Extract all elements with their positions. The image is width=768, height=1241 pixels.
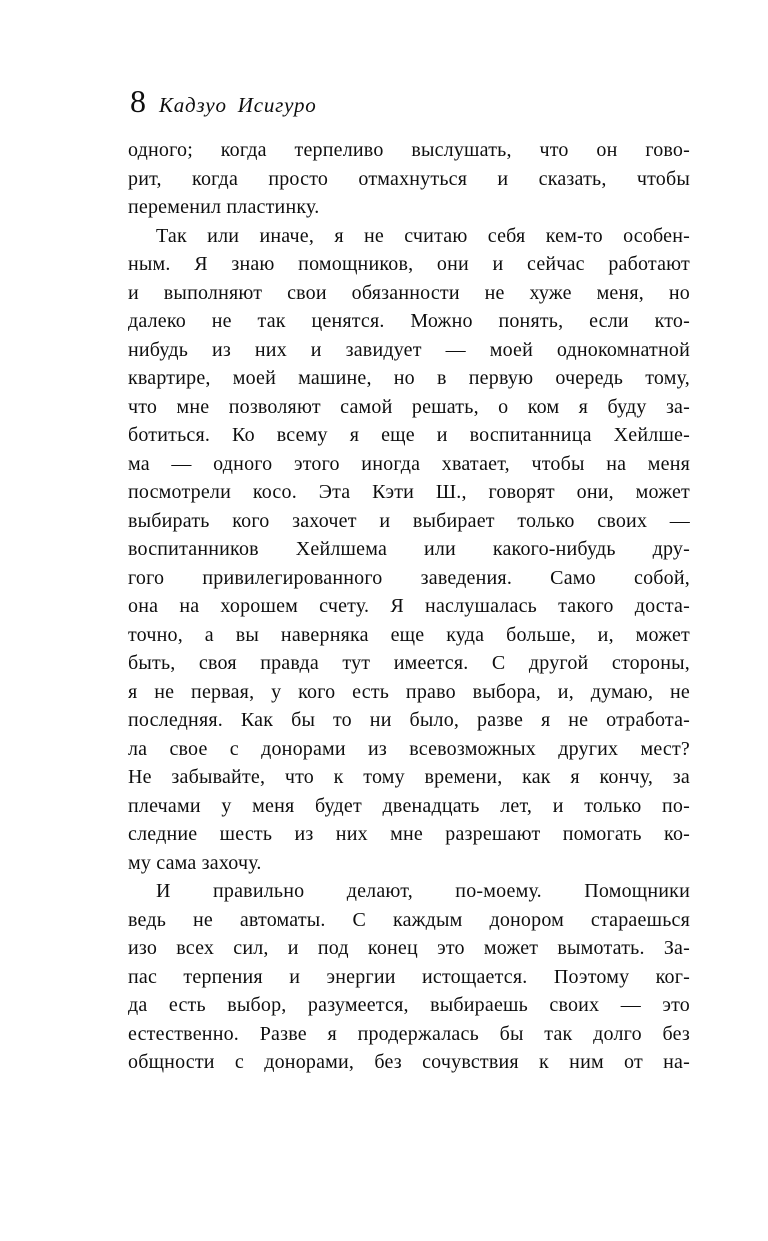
text-line: ведь не автоматы. С каждым донором стараешься <box>128 908 690 931</box>
page-number: 8 <box>130 83 146 119</box>
text-line: и выполняют свои обязанности не хуже меня, но <box>128 281 690 304</box>
text-line: изо всех сил, и под конец это может вымотать. За- <box>128 937 690 959</box>
text-line: квартире, моей машине, но в первую очередь тому, <box>128 367 690 389</box>
text-line: му сама захочу. <box>128 851 262 874</box>
text-line: переменил пластинку. <box>128 196 320 218</box>
text-line: рит, когда просто отмахнуться и сказать, чтобы <box>128 167 690 190</box>
text-line: плечами у меня будет двенадцать лет, и только по- <box>128 794 690 817</box>
text-line: быть, своя правда тут имеется. С другой стороны, <box>128 652 690 674</box>
text-line: ботиться. Ко всему я еще и воспитанница Хейлше- <box>128 424 690 446</box>
text-line: далеко не так ценятся. Можно понять, если кто- <box>128 310 690 332</box>
text-line: точно, а вы наверняка еще куда больше, и, может <box>128 623 690 646</box>
text-line: естественно. Разве я продержалась бы так долго без <box>128 1022 690 1045</box>
running-title: Кадзуо Исигуро <box>159 93 317 117</box>
text-line: Так или иначе, я не считаю себя кем-то особен- <box>156 224 690 247</box>
text-line: пас терпения и энергии истощается. Поэтому ког- <box>128 965 690 988</box>
body-text <box>128 136 690 1077</box>
text-line: последняя. Как бы то ни было, разве я не отработа- <box>128 709 690 731</box>
text-line: я не первая, у кого есть право выбора, и, думаю, не <box>128 680 690 703</box>
text-line: посмотрели косо. Эта Кэти Ш., говорят они, может <box>128 481 690 503</box>
text-line: что мне позволяют самой решать, о ком я буду за- <box>128 395 690 418</box>
text-line: воспитанников Хейлшема или какого-нибудь дру- <box>128 538 690 560</box>
text-line: выбирать кого захочет и выбирает только своих — <box>128 509 690 532</box>
page-header <box>130 84 317 118</box>
text-line: общности с донорами, без сочувствия к ним от на- <box>128 1051 690 1073</box>
text-line: она на хорошем счету. Я наслушалась такого доста- <box>128 595 690 617</box>
text-line: ла свое с донорами из всевозможных других мест? <box>128 737 690 760</box>
text-line: гого привилегированного заведения. Само собой, <box>128 566 690 589</box>
text-line: ма — одного этого иногда хватает, чтобы на меня <box>128 452 690 475</box>
text-line: одного; когда терпеливо выслушать, что он гово- <box>128 139 690 161</box>
text-line: нибудь из них и завидует — моей однокомнатной <box>128 338 690 361</box>
text-line: следние шесть из них мне разрешают помогать ко- <box>128 823 690 845</box>
text-line: ным. Я знаю помощников, они и сейчас работают <box>128 253 690 275</box>
text-line: Не забывайте, что к тому времени, как я кончу, за <box>128 766 690 788</box>
text-line: И правильно делают, по-моему. Помощники <box>156 880 690 902</box>
text-line: да есть выбор, разумеется, выбираешь своих — это <box>128 994 690 1016</box>
